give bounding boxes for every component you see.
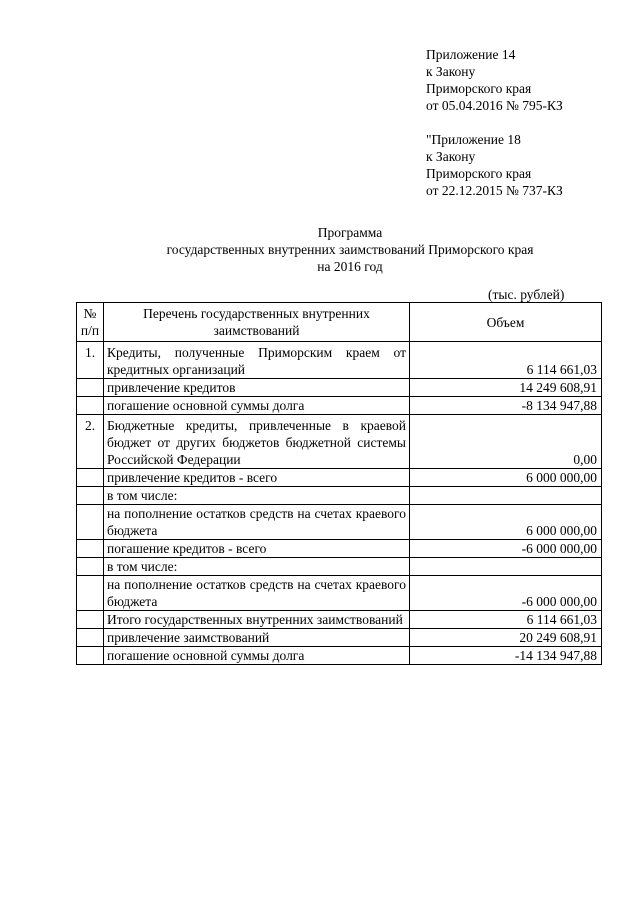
row-name: привлечение кредитов - всего — [104, 469, 410, 487]
row-number — [77, 611, 104, 629]
table-row — [77, 397, 602, 415]
table-header-row — [77, 303, 602, 342]
row-number — [77, 540, 104, 558]
appendix-line: Приморского края — [426, 166, 532, 181]
row-name: привлечение кредитов — [104, 379, 410, 397]
row-name: на пополнение остатков средств на счетах краевого бюджета — [104, 505, 410, 540]
row-number — [77, 379, 104, 397]
row-value: -6 000 000,00 — [410, 540, 602, 558]
table-row — [77, 487, 602, 505]
table-row — [77, 379, 602, 397]
borrowing-program-table — [76, 302, 602, 665]
appendix-line: от 22.12.2015 № 737-КЗ — [426, 183, 563, 198]
table-row — [77, 558, 602, 576]
table-row — [77, 647, 602, 665]
row-name: на пополнение остатков средств на счетах краевого бюджета — [104, 576, 410, 611]
row-number — [77, 576, 104, 611]
row-number — [77, 469, 104, 487]
appendix-line: от 05.04.2016 № 795-КЗ — [426, 98, 563, 113]
appendix-line: к Закону — [426, 149, 476, 164]
row-number — [77, 397, 104, 415]
row-name: погашение основной суммы долга — [104, 647, 410, 665]
title-line: государственных внутренних заимствований Приморского края — [166, 242, 534, 257]
row-value — [410, 487, 602, 505]
appendix-line: "Приложение 18 — [426, 132, 521, 147]
table-row — [77, 629, 602, 647]
appendix-line: Приложение 14 — [426, 47, 516, 62]
row-value: 6 000 000,00 — [410, 469, 602, 487]
row-value: 20 249 608,91 — [410, 629, 602, 647]
row-name: погашение основной суммы долга — [104, 397, 410, 415]
row-value: 6 114 661,03 — [410, 611, 602, 629]
table-row — [77, 611, 602, 629]
row-number — [77, 505, 104, 540]
row-name: в том числе: — [104, 558, 410, 576]
row-value — [410, 558, 602, 576]
row-name: Бюджетные кредиты, привлеченные в краевой бюджет от других бюджетов бюджетной системы Российской Федерации — [104, 415, 410, 469]
row-value: 6 114 661,03 — [410, 342, 602, 379]
table-row — [77, 540, 602, 558]
row-number — [77, 647, 104, 665]
row-number — [77, 558, 104, 576]
row-name: в том числе: — [104, 487, 410, 505]
row-value: -14 134 947,88 — [410, 647, 602, 665]
table-row — [77, 469, 602, 487]
row-number — [77, 487, 104, 505]
row-number — [77, 629, 104, 647]
row-name: Итого государственных внутренних заимствований — [104, 611, 410, 629]
row-number: 1. — [77, 342, 104, 379]
title-line: на 2016 год — [317, 259, 383, 274]
table-row — [77, 505, 602, 540]
row-value: -8 134 947,88 — [410, 397, 602, 415]
appendix-14-header — [426, 46, 563, 114]
appendix-line: Приморского края — [426, 81, 532, 96]
header-num: № п/п — [77, 303, 104, 342]
appendix-line: к Закону — [426, 64, 476, 79]
row-value: 0,00 — [410, 415, 602, 469]
table-row — [77, 342, 602, 379]
header-value: Объем — [410, 303, 602, 342]
row-value: 6 000 000,00 — [410, 505, 602, 540]
unit-label: (тыс. рублей) — [488, 287, 565, 302]
table-row — [77, 576, 602, 611]
row-name: Кредиты, полученные Приморским краем от кредитных организаций — [104, 342, 410, 379]
row-value: 14 249 608,91 — [410, 379, 602, 397]
row-name: погашение кредитов - всего — [104, 540, 410, 558]
document-title — [60, 224, 640, 275]
row-number: 2. — [77, 415, 104, 469]
title-line: Программа — [317, 225, 383, 240]
appendix-18-header — [426, 131, 563, 199]
row-name: привлечение заимствований — [104, 629, 410, 647]
header-name: Перечень государственных внутренних заимствований — [104, 303, 410, 342]
row-value: -6 000 000,00 — [410, 576, 602, 611]
table-row — [77, 415, 602, 469]
